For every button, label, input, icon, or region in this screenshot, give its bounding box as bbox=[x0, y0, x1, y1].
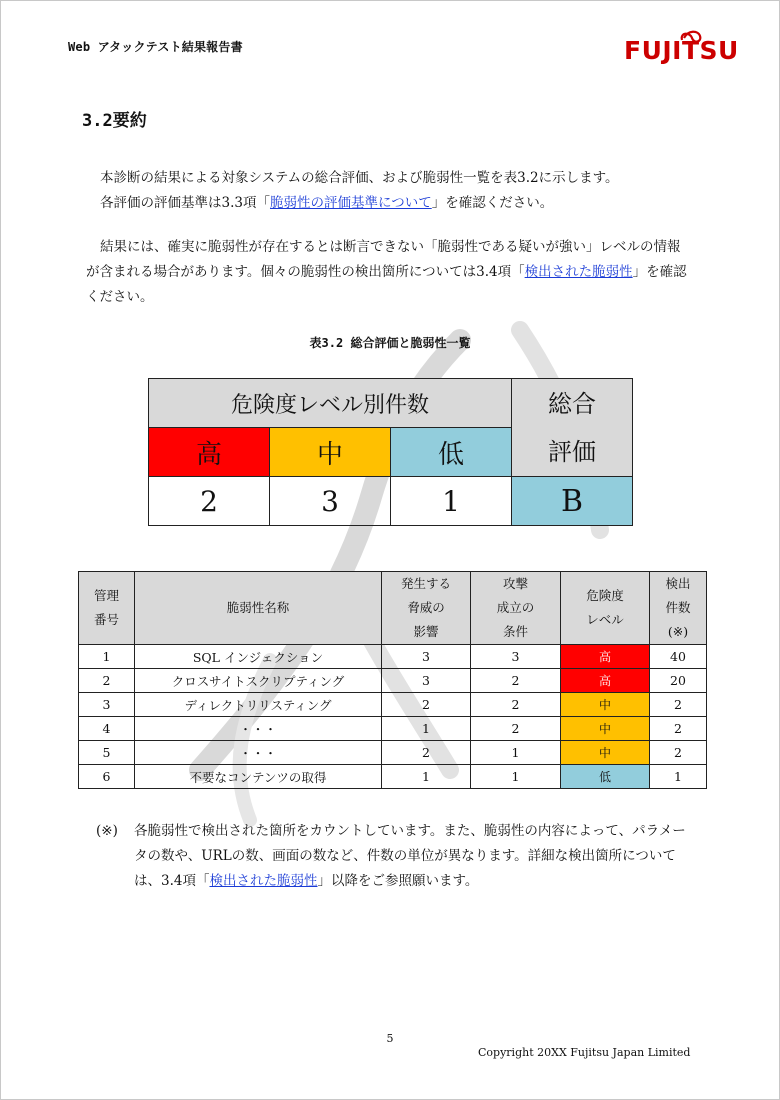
level-high: 高 bbox=[149, 428, 270, 477]
logo-text: FUJITSU bbox=[624, 36, 739, 65]
footnote-line-3-text: は、3.4項「 bbox=[134, 873, 210, 889]
col-count bbox=[650, 572, 707, 645]
level-low: 低 bbox=[391, 428, 512, 477]
count-low: 1 bbox=[391, 477, 512, 526]
col-cond-line-1: 攻撃 bbox=[502, 576, 528, 591]
row-condition: 1 bbox=[471, 741, 561, 765]
row-impact: 2 bbox=[382, 693, 471, 717]
row-condition: 3 bbox=[471, 645, 561, 669]
col-impact-line-3: 影響 bbox=[413, 624, 439, 639]
row-count: 2 bbox=[650, 693, 707, 717]
result-line-2-tail: 」を確認 bbox=[632, 264, 687, 280]
col-name: 脆弱性名称 bbox=[135, 572, 382, 645]
table-row bbox=[79, 669, 707, 693]
summary-table bbox=[148, 378, 633, 526]
row-condition: 2 bbox=[471, 669, 561, 693]
overall-label bbox=[512, 379, 633, 477]
row-id: 2 bbox=[79, 669, 135, 693]
footnote-detected-vulns-link[interactable]: 検出された脆弱性 bbox=[209, 873, 318, 889]
row-name: ディレクトリリスティング bbox=[135, 693, 382, 717]
col-id-line-1: 管理 bbox=[93, 588, 119, 603]
level-medium: 中 bbox=[270, 428, 391, 477]
row-impact: 2 bbox=[382, 741, 471, 765]
fujitsu-logo bbox=[624, 28, 739, 68]
row-name: 不要なコンテンツの取得 bbox=[135, 765, 382, 789]
col-risk-line-2: レベル bbox=[586, 612, 624, 627]
col-risk-line-1: 危険度 bbox=[586, 588, 624, 603]
row-condition: 1 bbox=[471, 765, 561, 789]
footnote-line-3-tail: 」以降をご参照願います。 bbox=[317, 873, 479, 889]
row-risk: 中 bbox=[561, 693, 650, 717]
section-title: 3.2要約 bbox=[82, 111, 147, 131]
row-name: SQL インジェクション bbox=[135, 645, 382, 669]
row-count: 2 bbox=[650, 717, 707, 741]
footnote-line-1: 各脆弱性で検出された箇所をカウントしています。また、脆弱性の内容によって、パラメー bbox=[134, 823, 686, 839]
row-id: 6 bbox=[79, 765, 135, 789]
row-name: ・・・ bbox=[135, 717, 382, 741]
intro-line-1: 本診断の結果による対象システムの総合評価、および脆弱性一覧を表3.2に示します。 bbox=[100, 170, 619, 186]
row-risk: 低 bbox=[561, 765, 650, 789]
row-name: ・・・ bbox=[135, 741, 382, 765]
col-id-line-2: 番号 bbox=[93, 612, 119, 627]
page-number: 5 bbox=[386, 1032, 394, 1045]
row-id: 5 bbox=[79, 741, 135, 765]
table-row bbox=[79, 693, 707, 717]
col-impact-line-1: 発生する bbox=[400, 576, 451, 591]
row-risk: 高 bbox=[561, 669, 650, 693]
result-line-2-text: が含まれる場合があります。個々の脆弱性の検出箇所については3.4項「 bbox=[86, 264, 525, 280]
row-impact: 1 bbox=[382, 717, 471, 741]
col-impact bbox=[382, 572, 471, 645]
overall-label-line-2: 評価 bbox=[548, 437, 596, 466]
copyright: Copyright 20XX Fujitsu Japan Limited bbox=[478, 1046, 691, 1059]
row-name: クロスサイトスクリプティング bbox=[135, 669, 382, 693]
table-row bbox=[79, 765, 707, 789]
col-id bbox=[79, 572, 135, 645]
result-line-1: 結果には、確実に脆弱性が存在するとは断言できない「脆弱性である疑いが強い」レベルの情報 bbox=[100, 239, 681, 255]
table-row bbox=[79, 717, 707, 741]
col-cond-line-3: 条件 bbox=[502, 624, 528, 639]
row-impact: 3 bbox=[382, 669, 471, 693]
footnote bbox=[96, 819, 716, 894]
row-count: 40 bbox=[650, 645, 707, 669]
intro-line-2-text: 各評価の評価基準は3.3項「 bbox=[100, 195, 270, 211]
row-risk: 高 bbox=[561, 645, 650, 669]
row-count: 1 bbox=[650, 765, 707, 789]
report-title: Web アタックテスト結果報告書 bbox=[68, 40, 243, 54]
row-id: 3 bbox=[79, 693, 135, 717]
row-id: 4 bbox=[79, 717, 135, 741]
result-line-3: ください。 bbox=[86, 289, 154, 305]
row-risk: 中 bbox=[561, 717, 650, 741]
row-risk: 中 bbox=[561, 741, 650, 765]
row-id: 1 bbox=[79, 645, 135, 669]
detected-vulns-link[interactable]: 検出された脆弱性 bbox=[524, 264, 633, 280]
col-condition bbox=[471, 572, 561, 645]
risk-count-header: 危険度レベル別件数 bbox=[149, 379, 512, 428]
table-row bbox=[79, 741, 707, 765]
col-count-line-1: 検出 bbox=[665, 576, 691, 591]
count-medium: 3 bbox=[270, 477, 391, 526]
overall-label-line-1: 総合 bbox=[548, 389, 596, 418]
criteria-link[interactable]: 脆弱性の評価基準について bbox=[269, 195, 432, 211]
result-paragraph bbox=[86, 235, 706, 310]
overall-grade: B bbox=[512, 477, 633, 526]
row-impact: 1 bbox=[382, 765, 471, 789]
col-cond-line-2: 成立の bbox=[496, 600, 535, 615]
row-count: 2 bbox=[650, 741, 707, 765]
row-impact: 3 bbox=[382, 645, 471, 669]
col-count-line-2: 件数 bbox=[665, 600, 691, 615]
row-condition: 2 bbox=[471, 717, 561, 741]
table-caption: 表3.2 総合評価と脆弱性一覧 bbox=[309, 336, 471, 350]
count-high: 2 bbox=[149, 477, 270, 526]
row-condition: 2 bbox=[471, 693, 561, 717]
col-count-line-3: (※) bbox=[667, 624, 689, 639]
col-impact-line-2: 脅威の bbox=[407, 600, 445, 615]
table-row bbox=[79, 645, 707, 669]
vulnerability-table bbox=[78, 571, 707, 789]
footnote-mark: (※) bbox=[96, 823, 118, 839]
row-count: 20 bbox=[650, 669, 707, 693]
footnote-line-2: タの数や、URLの数、画面の数など、件数の単位が異なります。詳細な検出箇所について bbox=[134, 848, 676, 864]
intro-paragraph bbox=[86, 166, 706, 216]
intro-line-2-tail: 」を確認ください。 bbox=[431, 195, 554, 211]
col-risk bbox=[561, 572, 650, 645]
